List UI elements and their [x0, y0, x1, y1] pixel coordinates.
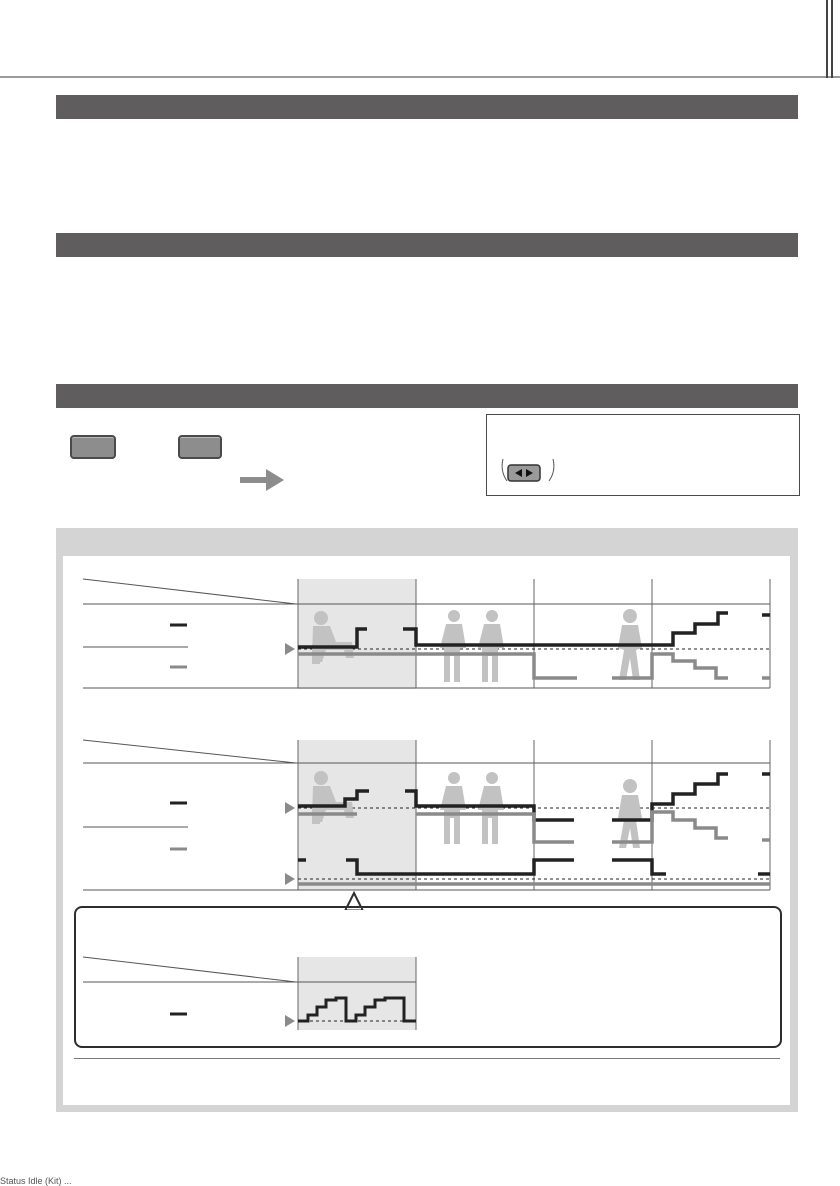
- callout-box: [74, 906, 782, 1048]
- footer-text: Status Idle (Kit) ...: [0, 1176, 72, 1186]
- panel-bottom-rule: [74, 1058, 780, 1059]
- triangle-marker-icon: [285, 873, 295, 885]
- diagram-a: [83, 579, 770, 688]
- diagram-b: [83, 740, 770, 890]
- triangle-marker-icon: [285, 643, 295, 655]
- triangle-marker-icon: [285, 802, 295, 814]
- person-walking-icon: [618, 779, 642, 848]
